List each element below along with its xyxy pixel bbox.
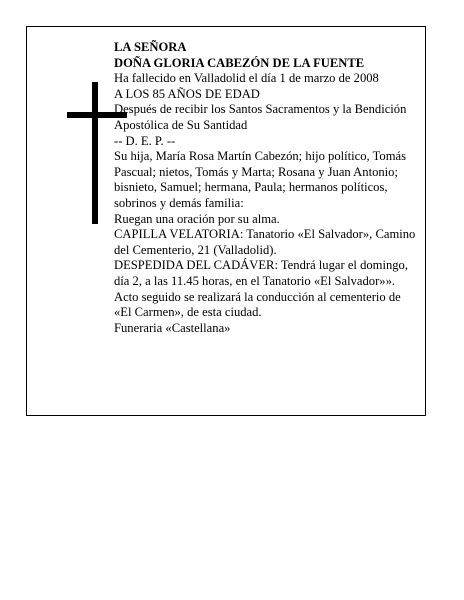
funeral-home: Funeraria «Castellana»	[114, 320, 231, 335]
farewell-info: DESPEDIDA DEL CADÁVER: Tendrá lugar el domingo, día 2, a las 11.45 horas, en el Tanatorio «El Salvador»». Acto seguido se realizará la conducción al cementerio de «El Carmen», de esta ciudad.	[114, 258, 408, 320]
cross-vertical-bar	[92, 82, 98, 224]
rip-line: -- D. E. P. --	[114, 133, 176, 148]
family-list: Su hija, María Rosa Martín Cabezón; hijo político, Tomás Pascual; nietos, Tomás y Marta; Rosana y Juan Antonio; bisnieto, Samuel; hermana, Paula; hermanos políticos, sobrinos y demás familia:	[114, 149, 406, 210]
death-notice: Ha fallecido en Valladolid el día 1 de marzo de 2008	[114, 71, 379, 86]
age-line: A LOS 85 AÑOS DE EDAD	[114, 86, 260, 101]
deceased-name: DOÑA GLORIA CABEZÓN DE LA FUENTE	[114, 55, 365, 70]
honorific: LA SEÑORA	[114, 40, 187, 54]
prayer-request: Ruegan una oración por su alma.	[114, 211, 280, 226]
chapel-info: CAPILLA VELATORIA: Tanatorio «El Salvador», Camino del Cementerio, 21 (Valladolid).	[114, 227, 416, 257]
obituary-text	[114, 40, 420, 336]
sacraments-line: Después de recibir los Santos Sacramentos y la Bendición Apostólica de Su Santidad	[114, 102, 407, 132]
